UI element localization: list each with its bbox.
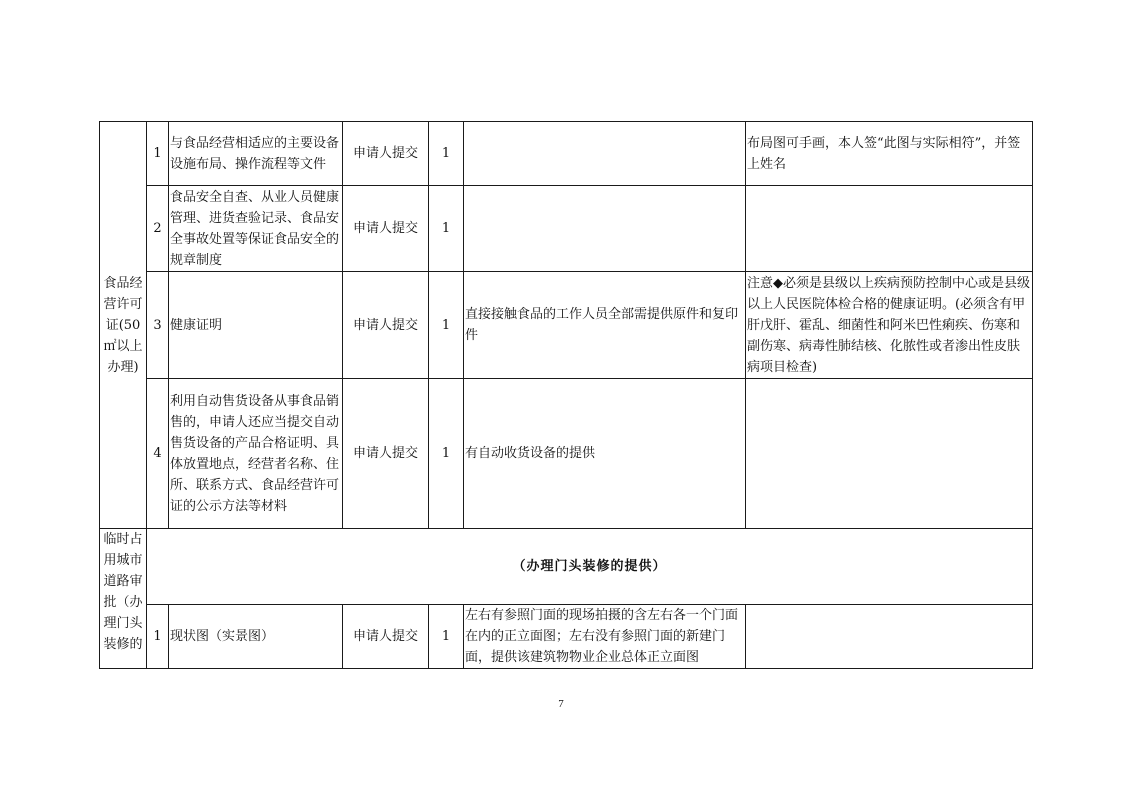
remark-cell: 布局图可手画，本人签“此图与实际相符”，并签上姓名 <box>746 122 1033 186</box>
remark-cell <box>746 186 1033 272</box>
requirement-cell: 左右有参照门面的现场拍摄的含左右各一个门面在内的正立面图；左右没有参照门面的新建门面，提供该建筑物物业企业总体正立面图 <box>464 605 746 669</box>
table-row <box>100 272 1033 379</box>
copies-cell: 1 <box>429 272 464 379</box>
row-number: 2 <box>147 186 169 272</box>
source-cell: 申请人提交 <box>343 272 429 379</box>
copies-cell: 1 <box>429 605 464 669</box>
category-cell: 食品经营许可证(50㎡以上办理) <box>100 122 147 529</box>
materials-table <box>99 121 1033 669</box>
table-row <box>100 529 1033 605</box>
category-cell: 临时占用城市道路审批（办理门头装修的 <box>100 529 147 669</box>
requirement-cell: 直接接触食品的工作人员全部需提供原件和复印件 <box>464 272 746 379</box>
source-cell: 申请人提交 <box>343 186 429 272</box>
copies-cell: 1 <box>429 186 464 272</box>
page-number: 7 <box>558 698 564 710</box>
remark-cell <box>746 605 1033 669</box>
material-name: 利用自动售货设备从事食品销售的，申请人还应当提交自动售货设备的产品合格证明、具体放置地点，经营者名称、住所、联系方式、食品经营许可证的公示方法等材料 <box>169 379 343 529</box>
source-cell: 申请人提交 <box>343 379 429 529</box>
row-number: 3 <box>147 272 169 379</box>
material-name: 现状图（实景图） <box>169 605 343 669</box>
source-cell: 申请人提交 <box>343 122 429 186</box>
copies-cell: 1 <box>429 122 464 186</box>
row-number: 1 <box>147 605 169 669</box>
requirement-cell <box>464 122 746 186</box>
requirement-cell <box>464 186 746 272</box>
table-row <box>100 379 1033 529</box>
remark-cell <box>746 379 1033 529</box>
table-row <box>100 186 1033 272</box>
copies-cell: 1 <box>429 379 464 529</box>
row-number: 4 <box>147 379 169 529</box>
row-number: 1 <box>147 122 169 186</box>
section-banner: （办理门头装修的提供） <box>147 529 1033 605</box>
material-name: 健康证明 <box>169 272 343 379</box>
table-row <box>100 122 1033 186</box>
source-cell: 申请人提交 <box>343 605 429 669</box>
material-name: 与食品经营相适应的主要设备设施布局、操作流程等文件 <box>169 122 343 186</box>
material-name: 食品安全自查、从业人员健康管理、进货查验记录、食品安全事故处置等保证食品安全的规章制度 <box>169 186 343 272</box>
remark-cell: 注意◆必须是县级以上疾病预防控制中心或是县级以上人民医院体检合格的健康证明。(必须含有甲肝戊肝、霍乱、细菌性和阿米巴性痢疾、伤寒和副伤寒、病毒性肺结核、化脓性或者渗出性皮肤病项目检查) <box>746 272 1033 379</box>
requirement-cell: 有自动收货设备的提供 <box>464 379 746 529</box>
table-row <box>100 605 1033 669</box>
